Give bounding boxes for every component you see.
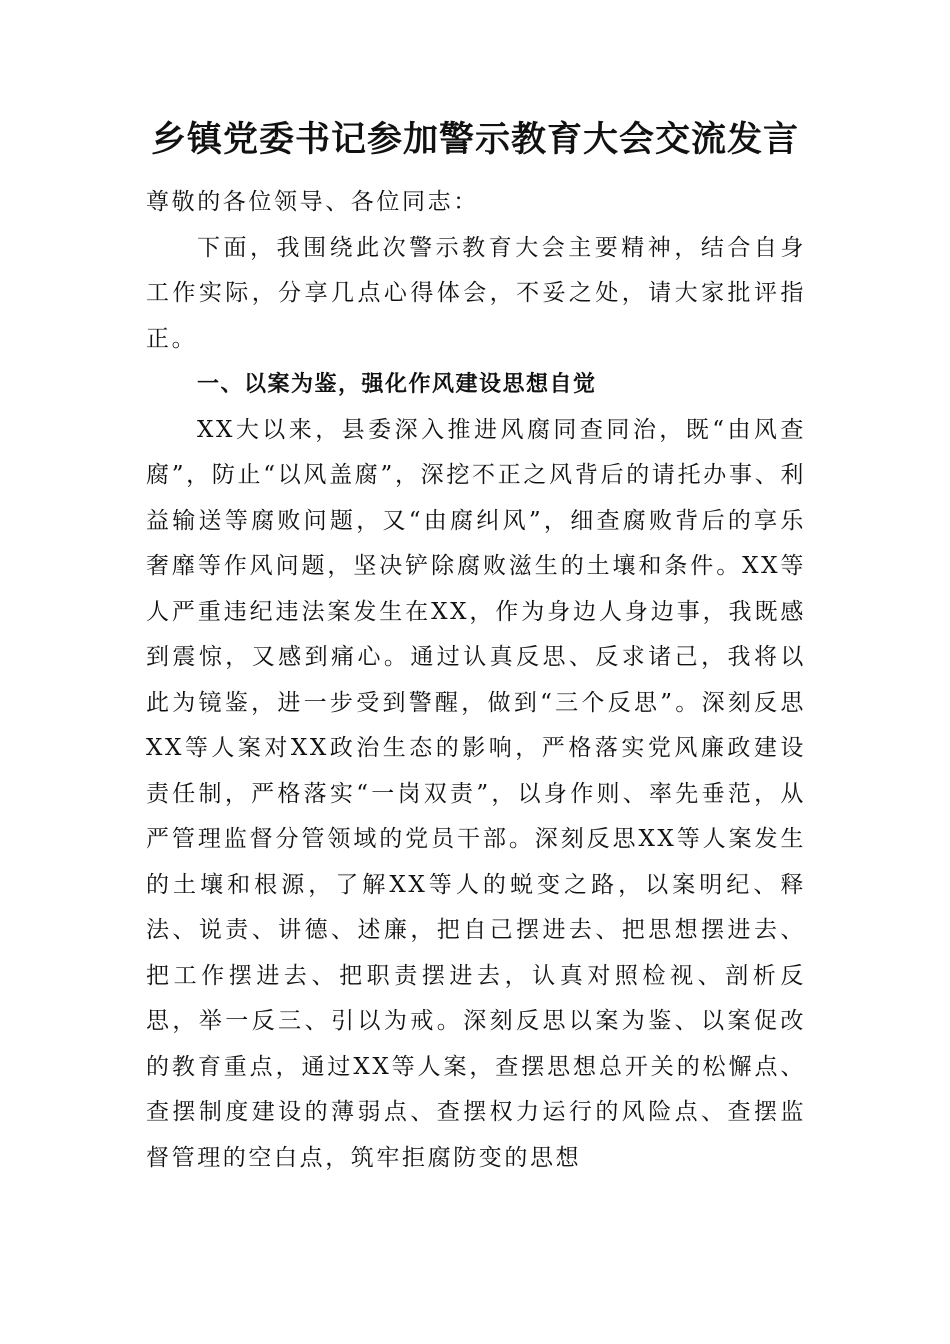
document-title: 乡镇党委书记参加警示教育大会交流发言 xyxy=(150,119,799,160)
section-1-heading: 一、以案为鉴，强化作风建设思想自觉 xyxy=(197,372,597,397)
section-1-paragraph: XX大以来，县委深入推进风腐同查同治，既“由风查腐”，防止“以风盖腐”，深挖不正之风背后的请托办事、利益输送等腐败问题，又“由腐纠风”，细查腐败背后的享乐奢靡等作风问题，坚决铲除腐败滋生的土壤和条件。XX等人严重违纪违法案发生在XX，作为身边人身边事，我既感到震惊，又感到痛心。通过认真反思、反求诸己，我将以此为镜鉴，进一步受到警醒，做到“三个反思”。深刻反思XX等人案对XX政治生态的影响，严格落实党风廉政建设责任制，严格落实“一岗双责”，以身作则、率先垂范，从严管理监督分管领域的党员干部。深刻反思XX等人案发生的土壤和根源，了解XX等人的蜕变之路，以案明纪、释法、说责、讲德、述廉，把自己摆进去、把思想摆进去、把工作摆进去、把职责摆进去，认真对照检视、剖析反思，举一反三、引以为戒。深刻反思以案为鉴、以案促改的教育重点，通过XX等人案，查摆思想总开关的松懈点、查摆制度建设的薄弱点、查摆权力运行的风险点、查摆监督管理的空白点，筑牢拒腐防变的思想 xyxy=(146,416,806,1171)
salutation: 尊敬的各位领导、各位同志： xyxy=(146,189,479,215)
document-body xyxy=(146,180,806,1181)
intro-paragraph: 下面，我围绕此次警示教育大会主要精神，结合自身工作实际，分享几点心得体会，不妥之处，请大家批评指正。 xyxy=(146,234,806,352)
